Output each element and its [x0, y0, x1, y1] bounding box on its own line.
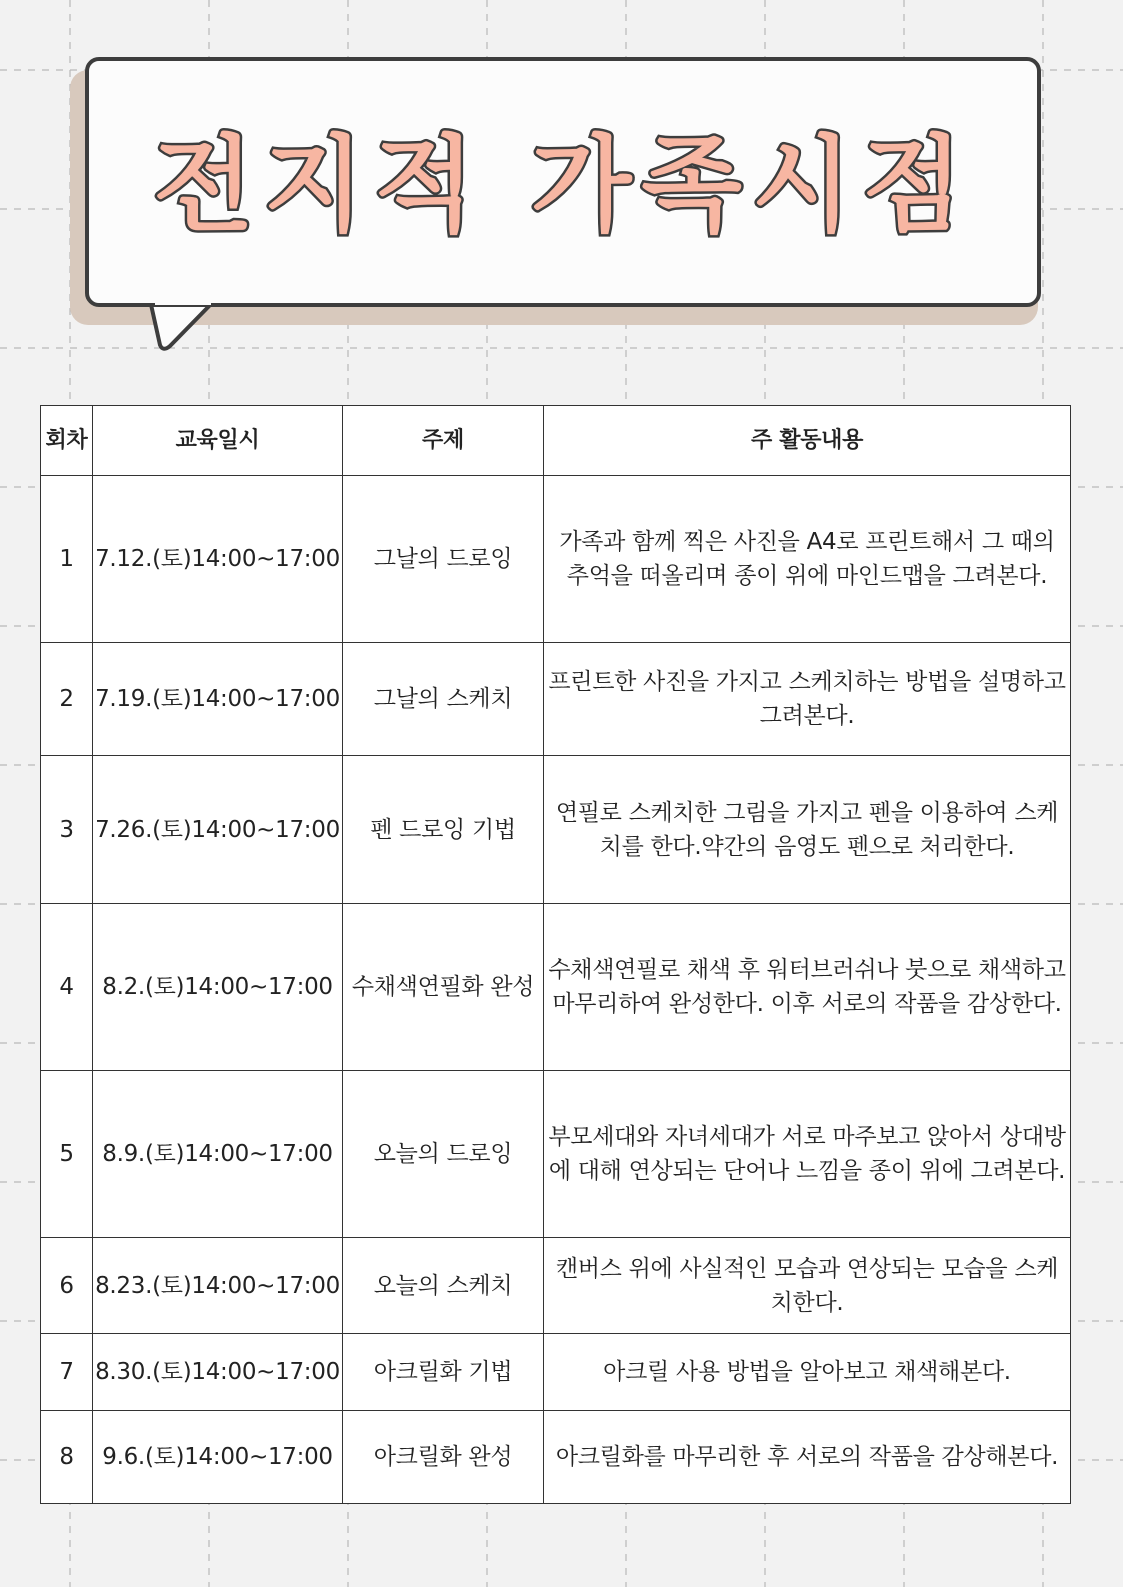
- session-number: 8: [41, 1411, 93, 1504]
- session-topic: 오늘의 드로잉: [343, 1071, 544, 1238]
- session-topic: 그날의 스케치: [343, 643, 544, 756]
- table-row: [41, 1334, 1071, 1411]
- session-number: 3: [41, 756, 93, 904]
- session-activity: 아크릴 사용 방법을 알아보고 채색해본다.: [544, 1334, 1071, 1411]
- session-activity: 프린트한 사진을 가지고 스케치하는 방법을 설명하고 그려본다.: [544, 643, 1071, 756]
- session-activity: 가족과 함께 찍은 사진을 A4로 프린트해서 그 때의 추억을 떠올리며 종이 위에 마인드맵을 그려본다.: [544, 476, 1071, 643]
- session-activity: 수채색연필로 채색 후 워터브러쉬나 붓으로 채색하고 마무리하여 완성한다. 이후 서로의 작품을 감상한다.: [544, 904, 1071, 1071]
- session-topic: 아크릴화 완성: [343, 1411, 544, 1504]
- session-number: 6: [41, 1238, 93, 1334]
- header-session: 회차: [41, 406, 93, 476]
- session-date: 7.19.(토)14:00~17:00: [93, 643, 343, 756]
- session-number: 5: [41, 1071, 93, 1238]
- session-date: 9.6.(토)14:00~17:00: [93, 1411, 343, 1504]
- header-date: 교육일시: [93, 406, 343, 476]
- session-date: 8.23.(토)14:00~17:00: [93, 1238, 343, 1334]
- session-date: 7.12.(토)14:00~17:00: [93, 476, 343, 643]
- session-number: 2: [41, 643, 93, 756]
- table-header-row: [41, 406, 1071, 476]
- table-row: [41, 1071, 1071, 1238]
- session-topic: 아크릴화 기법: [343, 1334, 544, 1411]
- table-row: [41, 643, 1071, 756]
- session-number: 7: [41, 1334, 93, 1411]
- session-date: 7.26.(토)14:00~17:00: [93, 756, 343, 904]
- session-activity: 아크릴화를 마무리한 후 서로의 작품을 감상해본다.: [544, 1411, 1071, 1504]
- session-topic: 수채색연필화 완성: [343, 904, 544, 1071]
- table-row: [41, 1411, 1071, 1504]
- session-date: 8.9.(토)14:00~17:00: [93, 1071, 343, 1238]
- table-row: [41, 904, 1071, 1071]
- session-activity: 캔버스 위에 사실적인 모습과 연상되는 모습을 스케치한다.: [544, 1238, 1071, 1334]
- session-number: 1: [41, 476, 93, 643]
- session-date: 8.2.(토)14:00~17:00: [93, 904, 343, 1071]
- session-activity: 부모세대와 자녀세대가 서로 마주보고 앉아서 상대방에 대해 연상되는 단어나 느낌을 종이 위에 그려본다.: [544, 1071, 1071, 1238]
- session-activity: 연필로 스케치한 그림을 가지고 펜을 이용하여 스케치를 한다.약간의 음영도 펜으로 처리한다.: [544, 756, 1071, 904]
- page-title: 전지적 가족시점: [153, 124, 973, 246]
- session-topic: 그날의 드로잉: [343, 476, 544, 643]
- session-topic: 펜 드로잉 기법: [343, 756, 544, 904]
- session-number: 4: [41, 904, 93, 1071]
- session-topic: 오늘의 스케치: [343, 1238, 544, 1334]
- schedule-table: [40, 405, 1071, 1504]
- table-row: [41, 1238, 1071, 1334]
- table-row: [41, 476, 1071, 643]
- header-activity: 주 활동내용: [544, 406, 1071, 476]
- header-topic: 주제: [343, 406, 544, 476]
- session-date: 8.30.(토)14:00~17:00: [93, 1334, 343, 1411]
- table-row: [41, 756, 1071, 904]
